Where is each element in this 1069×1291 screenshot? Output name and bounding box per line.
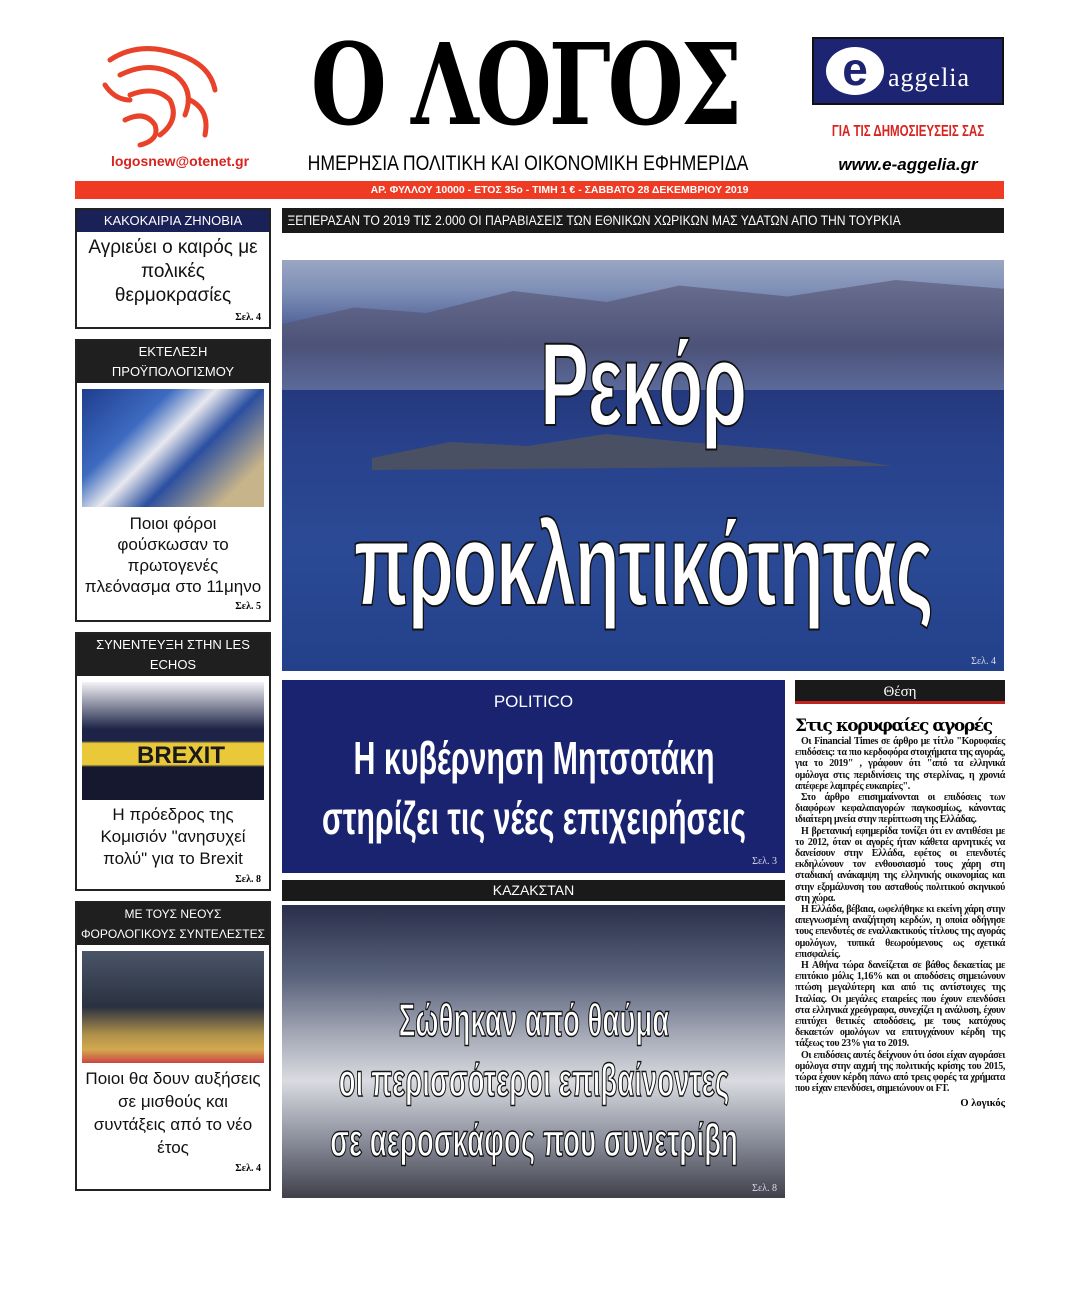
kazakhstan-kicker: ΚΑΖΑΚΣΤΑΝ xyxy=(282,880,785,901)
opinion-signature: Ο λογικός xyxy=(960,1097,1005,1109)
story-kicker: ΜΕ ΤΟΥΣ ΝΕΟΥΣ ΦΟΡΟΛΟΓΙΚΟΥΣ ΣΥΝΤΕΛΕΣΤΕΣ xyxy=(77,903,269,945)
brexit-hat-text: BREXIT xyxy=(137,742,226,769)
ad-tagline-area xyxy=(812,122,1004,144)
newspaper-title: Ο ΛΟΓΟΣ xyxy=(310,20,740,151)
left-column xyxy=(75,208,271,1191)
lead-kicker: ΞΕΠΕΡΑΣΑΝ ΤΟ 2019 ΤΙΣ 2.000 ΟΙ ΠΑΡΑΒΙΑΣΕΙΣ ΤΩΝ ΕΘΝΙΚΩΝ ΧΩΡΙΚΩΝ ΜΑΣ ΥΔΑΤΩΝ ΑΠΟ ΤΗΝ ΤΟΥΡΚΙΑ xyxy=(287,213,901,228)
opinion-paragraph: Η Αθήνα τώρα δανείζεται σε βάθος δεκαετίας με επιτόκιο μόλις 1,16% και οι αποδόσεις σημειώνουν πτώση μεγαλύτερη και από τις αντίστοιχες της Ιταλίας. Οι μεγάλες εταιρείες που έχουν επενδύσει στα ελληνικά χρεόγραφα, συνεχίζει η ανάλυση, έχουν επιτύχει θετικές αποδόσεις, με τους κατόχους δεκαετών ομολόγων να επιτυγχάνουν κέρδη της τάξεως του 23% για το 2019. xyxy=(795,960,1005,1050)
story-box-tax[interactable] xyxy=(75,901,271,1191)
kz-headline-line1: Σώθηκαν από θαύμα xyxy=(398,994,669,1046)
story-page: Σελ. 4 xyxy=(235,1163,261,1174)
lead-kicker-bar xyxy=(282,208,1004,233)
newspaper-subtitle-area xyxy=(285,152,770,178)
story-box-budget[interactable] xyxy=(75,339,271,622)
story-title: Ποιοι φόροι φούσκωσαν το πρωτογενές πλεόνασμα στο 11μηνο xyxy=(84,514,262,596)
kz-headline-line3: σε αεροσκάφος που συνετρίβη xyxy=(329,1114,738,1166)
story-kicker: ΚΑΚΟΚΑΙΡΙΑ ΖΗΝΟΒΙΑ xyxy=(77,210,269,232)
eaggelia-logo[interactable] xyxy=(812,37,1004,105)
eaggelia-logo-text: aggelia xyxy=(888,63,971,92)
lead-headline-line1: Ρεκόρ xyxy=(540,319,746,451)
story-page: Σελ. 4 xyxy=(235,312,261,323)
story-kicker: ΕΚΤΕΛΕΣΗ ΠΡΟΫΠΟΛΟΓΙΣΜΟΥ xyxy=(77,341,269,383)
minister-photo xyxy=(82,389,264,507)
politico-kicker: POLITICO xyxy=(493,692,574,711)
newspaper-logo-emblem xyxy=(100,40,225,150)
kz-page: Σελ. 8 xyxy=(752,1183,777,1194)
opinion-paragraph: Οι Financial Times σε άρθρο με τίτλο "Κορυφαίες επιδόσεις: τα πιο κερδοφόρα στοιχήματα της αγοράς, για το 2019" , γράφουν ότι "από τα ελληνικά ομόλογα στις περιδινίσεις της στερλίνας, η χρονιά απέφερε λαμπρές ευκαιρίες". xyxy=(795,736,1005,792)
plane-crash-photo[interactable] xyxy=(282,905,785,1198)
story-title: Αγριεύει ο καιρός με πολικές θερμοκρασίες xyxy=(88,237,258,306)
kz-headline-line2: οι περισσότεροι επιβαίνοντες xyxy=(338,1054,729,1106)
newspaper-title-area xyxy=(285,20,765,151)
politico-headline-line1: Η κυβέρνηση Μητσοτάκη xyxy=(353,732,714,784)
politico-page: Σελ. 3 xyxy=(752,856,777,867)
story-page: Σελ. 5 xyxy=(235,601,261,612)
eaggelia-logo-letter: e xyxy=(826,47,884,95)
ad-tagline: ΓΙΑ ΤΙΣ ΔΗΜΟΣΙΕΥΣΕΙΣ ΣΑΣ xyxy=(831,123,985,140)
opinion-label: Θέση xyxy=(795,680,1005,704)
lead-headline-line2: προκλητικότητας xyxy=(353,499,933,631)
opinion-column xyxy=(795,680,1005,1109)
brexit-photo xyxy=(82,682,264,800)
lead-page: Σελ. 4 xyxy=(971,656,996,667)
story-box-weather[interactable] xyxy=(75,208,271,329)
politico-headline-line2: στηρίζει τις νέες επιχειρήσεις xyxy=(321,792,746,844)
politico-story[interactable] xyxy=(282,680,785,873)
story-title: Ποιοι θα δουν αυξήσεις σε μισθούς και συντάξεις από το νέο έτος xyxy=(85,1069,261,1157)
money-photo xyxy=(82,951,264,1063)
opinion-paragraph: Η βρετανική εφημερίδα τονίζει ότι εν αντιθέσει με το 2012, όταν οι αγορές ήταν κάθετα αρνητικές να δανείσουν στην Ελλάδα, εφέτος οι επενδυτές εκδηλώνουν τον ενθουσιασμό τους χάρη στη σταδιακή ανάκαμψη της ελληνικής οικονομίας και στην εξομάλυνση του ασταθούς πολιτικού σκηνικού στη χώρα. xyxy=(795,825,1005,904)
lead-story-photo[interactable] xyxy=(282,260,1004,671)
story-kicker: ΣΥΝΕΝΤΕΥΞΗ ΣΤΗΝ LES ECHOS xyxy=(77,634,269,676)
ad-url[interactable]: www.e-aggelia.gr xyxy=(838,155,978,174)
opinion-title: Στις κορυφαίες αγορές xyxy=(795,716,992,736)
story-title: Η πρόεδρος της Κομισιόν "ανησυχεί πολύ" για το Brexit xyxy=(100,805,246,868)
story-page: Σελ. 8 xyxy=(235,874,261,885)
story-box-brexit[interactable] xyxy=(75,632,271,891)
issue-info-bar: ΑΡ. ΦΥΛΛΟΥ 10000 - ΕΤΟΣ 35ο - ΤΙΜΗ 1 € - ΣΑΒΒΑΤΟ 28 ΔΕΚΕΜΒΡΙΟΥ 2019 xyxy=(75,181,1004,199)
newspaper-subtitle: ΗΜΕΡΗΣΙΑ ΠΟΛΙΤΙΚΗ ΚΑΙ ΟΙΚΟΝΟΜΙΚΗ ΕΦΗΜΕΡΙΔΑ xyxy=(307,152,748,175)
opinion-paragraph: Η Ελλάδα, βέβαια, ωφελήθηκε κι εκείνη χάρη στην απεγνωσμένη αναζήτηση κερδών, η οποία οδήγησε τους επενδυτές σε εναλλακτικούς τίτλους της αγοράς ομολόγων, τυπικά θεωρούμενους ως σχετικά επισφαλείς. xyxy=(795,904,1005,960)
opinion-paragraph: Στο άρθρο επισημαίνονται οι επιδόσεις των διαφόρων κεφαλαιαγορών παγκοσμίως, κάνοντας ιδιαίτερη μνεία στην περίπτωση της Ελλάδας. xyxy=(795,792,1005,826)
email-address[interactable]: logosnew@otenet.gr xyxy=(110,153,250,169)
opinion-paragraph: Οι επιδόσεις αυτές δείχνουν ότι όσοι είχαν αγοράσει ομόλογα στην αιχμή της πολιτικής κρίσης του 2015, τώρα έχουν κέρδη πάνω από τρεις φορές τα χρήματα που είχαν επενδύσει, σημειώνουν οι FT. xyxy=(795,1049,1005,1095)
